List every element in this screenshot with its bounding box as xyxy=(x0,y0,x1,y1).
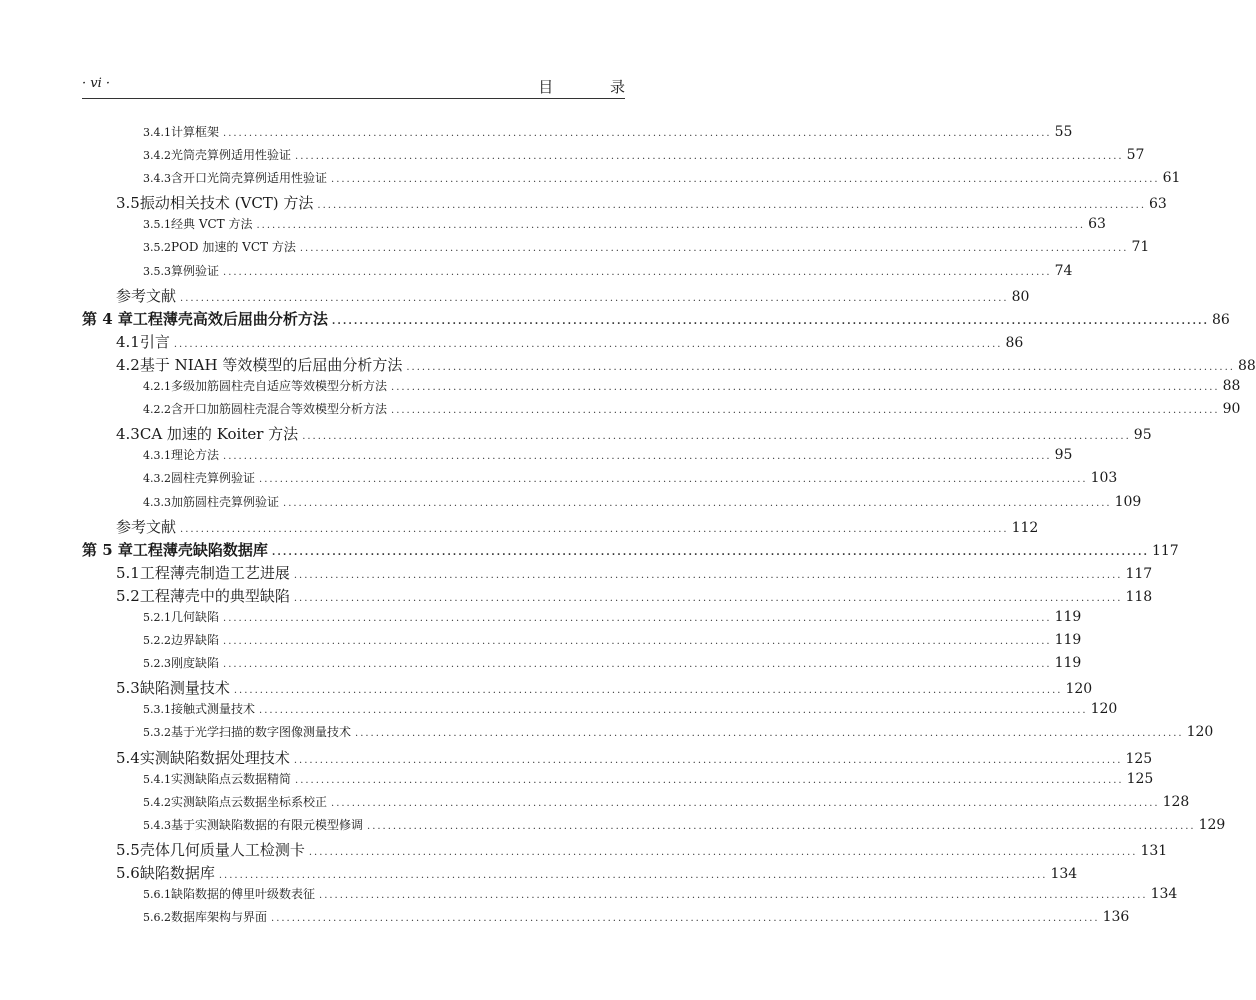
toc-leader-dots: ................................................................................................................................................................ xyxy=(180,292,1009,304)
toc-entry-chap xyxy=(82,308,1230,331)
toc-entry-title: 几何缺陷 xyxy=(171,609,220,624)
toc-entry-page: 117 xyxy=(1151,542,1179,559)
toc-entry-sub xyxy=(82,608,1082,631)
toc-entry-sub xyxy=(82,238,1150,261)
toc-entry-page: 120 xyxy=(1186,724,1214,741)
toc-entry-title: 基于 NIAH 等效模型的后屈曲分析方法 xyxy=(139,355,403,374)
toc-entry-number: 5.6.2 xyxy=(143,911,171,925)
toc-entry-sub xyxy=(82,169,1181,192)
toc-entry-page: 136 xyxy=(1102,909,1130,926)
toc-entry-sub xyxy=(82,770,1154,793)
toc-entry-number: 4.3 xyxy=(116,425,140,444)
toc-entry-number: 4.3.1 xyxy=(143,449,171,463)
toc-entry-number: 5.6.1 xyxy=(143,888,171,902)
toc-entry-page: 63 xyxy=(1149,196,1167,213)
toc-entry-number: 第 4 章 xyxy=(82,309,133,328)
toc-leader-dots: ................................................................................................................................................................ xyxy=(308,846,1138,858)
toc-entry-number: 5.4.2 xyxy=(143,795,171,809)
toc-entry-title: 含开口光筒壳算例适用性验证 xyxy=(171,171,328,186)
page-header xyxy=(82,76,651,96)
toc-entry-title: 基于光学扫描的数字图像测量技术 xyxy=(171,725,352,740)
toc-entry-page: 95 xyxy=(1133,427,1152,444)
toc-entry-page: 109 xyxy=(1114,493,1142,510)
toc-leader-dots: ................................................................................................................................................................ xyxy=(295,151,1124,163)
toc-entry-title: 接触式测量技术 xyxy=(171,702,256,717)
toc-entry-number: 3.4.3 xyxy=(143,172,171,186)
toc-entry-sub xyxy=(82,816,1226,839)
toc-entry-page: 88 xyxy=(1237,357,1256,374)
toc-entry-number: 5.4.3 xyxy=(143,818,171,832)
toc-entry-sub xyxy=(82,493,1142,516)
toc-entry-sub xyxy=(82,654,1082,677)
toc-entry-page: 86 xyxy=(1005,334,1024,351)
toc-leader-dots: ................................................................................................................................................................ xyxy=(317,200,1147,212)
toc-entry-page: 71 xyxy=(1131,239,1150,256)
toc-entry-page: 90 xyxy=(1222,401,1241,418)
toc-entry-number: 5.2.1 xyxy=(143,610,171,624)
toc-entry-sec xyxy=(82,862,1078,885)
toc-leader-dots: ................................................................................................................................................................ xyxy=(223,659,1052,671)
toc-entry-title: 振动相关技术 (VCT) 方法 xyxy=(139,194,314,213)
toc-entry-page: 103 xyxy=(1090,470,1118,487)
toc-entry-page: 119 xyxy=(1054,632,1082,649)
toc-entry-page: 112 xyxy=(1011,519,1039,536)
toc-leader-dots: ................................................................................................................................................................ xyxy=(223,451,1052,463)
toc-leader-dots: ................................................................................................................................................................ xyxy=(331,315,1209,327)
toc-entry-sub xyxy=(82,262,1073,285)
toc-entry-title: 参考文献 xyxy=(116,286,177,305)
toc-entry-sec xyxy=(82,747,1153,770)
toc-entry-number: 5.1 xyxy=(116,563,140,582)
toc-leader-dots: ................................................................................................................................................................ xyxy=(173,338,1003,350)
toc-entry-page: 86 xyxy=(1211,311,1230,328)
toc-entry-number: 4.2.2 xyxy=(143,403,171,417)
toc-entry-sub xyxy=(82,446,1073,469)
toc-leader-dots: ................................................................................................................................................................ xyxy=(223,266,1052,278)
toc-entry-sec xyxy=(82,331,1024,354)
toc-entry-title: 经典 VCT 方法 xyxy=(171,217,253,232)
toc-leader-dots: ................................................................................................................................................................ xyxy=(256,220,1086,232)
toc-entry-page: 57 xyxy=(1126,147,1145,164)
toc-entry-sub xyxy=(82,146,1145,169)
toc-entry-title: 工程薄壳制造工艺进展 xyxy=(139,563,290,582)
toc-leader-dots: ................................................................................................................................................................ xyxy=(223,128,1052,139)
toc-entry-title: 刚度缺陷 xyxy=(171,656,220,671)
toc-leader-dots: ................................................................................................................................................................ xyxy=(319,890,1148,902)
toc-entry-sub xyxy=(82,469,1118,492)
toc-leader-dots: ................................................................................................................................................................ xyxy=(259,474,1088,486)
toc-leader-dots: ................................................................................................................................................................ xyxy=(331,797,1160,809)
toc-entry-page: 134 xyxy=(1050,866,1078,882)
toc-entry-title: POD 加速的 VCT 方法 xyxy=(171,240,296,255)
toc-entry-title: 光筒壳算例适用性验证 xyxy=(171,148,292,163)
toc-entry-page: 128 xyxy=(1162,793,1190,810)
toc-entry-title: 圆柱壳算例验证 xyxy=(171,471,256,486)
toc-leader-dots: ................................................................................................................................................................ xyxy=(180,523,1009,535)
toc-entry-title: 壳体几何质量人工检测卡 xyxy=(139,840,305,859)
toc-leader-dots: ................................................................................................................................................................ xyxy=(223,636,1052,648)
toc-entry-title: 加筋圆柱壳算例验证 xyxy=(171,494,280,509)
toc-entry-title: 基于实测缺陷数据的有限元模型修调 xyxy=(171,817,364,832)
toc-entry-title: 参考文献 xyxy=(116,517,177,536)
toc-entry-number: 4.3.3 xyxy=(143,495,171,509)
toc-entry-title: 多级加筋圆柱壳自适应等效模型分析方法 xyxy=(171,379,388,394)
toc-entry-sub xyxy=(82,400,1241,423)
toc-entry-number: 4.1 xyxy=(116,332,140,351)
toc-entry-title: CA 加速的 Koiter 方法 xyxy=(139,425,299,444)
toc-entry-page: 120 xyxy=(1065,681,1093,698)
toc-entry-number: 4.2.1 xyxy=(143,380,171,394)
toc-entry-number: 4.3.2 xyxy=(143,472,171,486)
toc-entry-page: 131 xyxy=(1140,842,1168,859)
toc-entry-number: 5.4.1 xyxy=(143,772,171,786)
toc-leader-dots: ................................................................................................................................................................ xyxy=(302,431,1131,443)
toc-entry-number: 5.4 xyxy=(116,748,140,767)
toc-leader-dots: ................................................................................................................................................................ xyxy=(299,243,1129,255)
toc-leader-dots: ................................................................................................................................................................ xyxy=(391,405,1220,417)
toc-entry-title: 缺陷数据的傅里叶级数表征 xyxy=(171,887,316,902)
toc-entry-page: 119 xyxy=(1054,608,1082,625)
page-number: · vi · xyxy=(82,76,111,91)
toc-entry-page: 63 xyxy=(1088,216,1106,233)
toc-entry-sec xyxy=(82,354,1256,377)
toc-entry-title: 实测缺陷点云数据坐标系校正 xyxy=(171,794,328,809)
toc-entry-number: 5.5 xyxy=(116,840,140,859)
toc-leader-dots: ................................................................................................................................................................ xyxy=(271,546,1149,558)
toc-entry-number: 5.2.3 xyxy=(143,657,171,671)
table-of-contents xyxy=(82,123,1256,931)
toc-entry-title: 理论方法 xyxy=(171,448,220,463)
toc-entry-number: 4.2 xyxy=(116,355,140,374)
toc-entry-sub xyxy=(82,723,1214,746)
toc-entry-sec xyxy=(82,562,1153,585)
toc-entry-ref xyxy=(82,516,1039,539)
toc-entry-number: 3.5.2 xyxy=(143,241,171,255)
toc-entry-title: 计算框架 xyxy=(171,125,220,139)
toc-entry-page: 118 xyxy=(1125,588,1153,605)
toc-entry-sub xyxy=(82,377,1241,400)
toc-entry-number: 3.5 xyxy=(116,194,140,213)
toc-entry-chap xyxy=(82,539,1179,562)
toc-entry-sub xyxy=(82,631,1082,654)
toc-leader-dots: ................................................................................................................................................................ xyxy=(283,497,1112,509)
toc-entry-number: 5.2 xyxy=(116,586,140,605)
toc-entry-title: 实测缺陷数据处理技术 xyxy=(139,748,290,767)
toc-entry-title: 引言 xyxy=(139,332,170,351)
toc-entry-sub xyxy=(82,885,1178,908)
toc-entry-number: 3.5.1 xyxy=(143,218,171,232)
toc-entry-number: 第 5 章 xyxy=(82,540,133,559)
toc-entry-sec xyxy=(82,192,1167,215)
toc-entry-number: 3.4.1 xyxy=(143,126,171,139)
toc-leader-dots: ................................................................................................................................................................ xyxy=(218,870,1048,881)
toc-entry-title: 含开口加筋圆柱壳混合等效模型分析方法 xyxy=(171,402,388,417)
toc-entry-title: 缺陷数据库 xyxy=(139,864,215,882)
toc-entry-page: 129 xyxy=(1198,816,1226,833)
toc-leader-dots: ................................................................................................................................................................ xyxy=(271,913,1100,925)
toc-entry-number: 5.3.1 xyxy=(143,703,171,717)
toc-entry-page: 134 xyxy=(1150,886,1178,903)
toc-entry-title: 算例验证 xyxy=(171,263,220,278)
toc-leader-dots: ................................................................................................................................................................ xyxy=(367,820,1196,832)
toc-entry-sec xyxy=(82,677,1093,700)
toc-entry-sub xyxy=(82,700,1118,723)
toc-entry-title: 工程薄壳高效后屈曲分析方法 xyxy=(132,309,328,328)
toc-entry-page: 119 xyxy=(1054,655,1082,672)
toc-entry-page: 125 xyxy=(1125,750,1153,767)
toc-entry-title: 边界缺陷 xyxy=(171,633,220,648)
toc-entry-title: 实测缺陷点云数据精简 xyxy=(171,771,292,786)
toc-leader-dots: ................................................................................................................................................................ xyxy=(259,705,1088,717)
toc-entry-number: 5.2.2 xyxy=(143,634,171,648)
toc-entry-page: 74 xyxy=(1054,262,1073,279)
toc-entry-sec xyxy=(82,585,1153,608)
toc-entry-number: 3.4.2 xyxy=(143,149,171,163)
toc-leader-dots: ................................................................................................................................................................ xyxy=(406,361,1235,373)
toc-entry-number: 5.6 xyxy=(116,864,140,882)
toc-entry-number: 3.5.3 xyxy=(143,264,171,278)
toc-entry-number: 5.3.2 xyxy=(143,726,171,740)
toc-entry-title: 工程薄壳中的典型缺陷 xyxy=(139,586,290,605)
toc-entry-sec xyxy=(82,423,1152,446)
header-title: 目 录 xyxy=(538,78,651,96)
toc-entry-number: 5.3 xyxy=(116,679,140,698)
toc-entry-sub xyxy=(82,123,1073,146)
toc-entry-title: 缺陷测量技术 xyxy=(139,679,230,698)
toc-leader-dots: ................................................................................................................................................................ xyxy=(233,685,1063,697)
toc-leader-dots: ................................................................................................................................................................ xyxy=(355,728,1184,740)
toc-entry-page: 125 xyxy=(1126,770,1154,787)
toc-leader-dots: ................................................................................................................................................................ xyxy=(293,592,1123,604)
toc-entry-title: 数据库架构与界面 xyxy=(171,910,268,925)
toc-leader-dots: ................................................................................................................................................................ xyxy=(223,612,1052,624)
toc-entry-page: 95 xyxy=(1054,447,1073,464)
toc-entry-sub xyxy=(82,908,1130,931)
toc-entry-title: 工程薄壳缺陷数据库 xyxy=(132,540,268,559)
toc-entry-page: 55 xyxy=(1054,124,1073,140)
toc-leader-dots: ................................................................................................................................................................ xyxy=(293,754,1123,766)
toc-leader-dots: ................................................................................................................................................................ xyxy=(293,569,1123,581)
toc-entry-ref xyxy=(82,285,1030,308)
toc-leader-dots: ................................................................................................................................................................ xyxy=(331,174,1160,186)
toc-entry-page: 117 xyxy=(1125,565,1153,582)
toc-entry-sec xyxy=(82,839,1168,862)
toc-entry-page: 88 xyxy=(1222,378,1241,395)
header-rule xyxy=(82,98,625,99)
toc-entry-sub xyxy=(82,215,1106,238)
toc-entry-page: 120 xyxy=(1090,701,1118,718)
toc-leader-dots: ................................................................................................................................................................ xyxy=(295,774,1124,786)
toc-entry-page: 61 xyxy=(1162,170,1181,187)
toc-leader-dots: ................................................................................................................................................................ xyxy=(391,382,1220,394)
toc-entry-sub xyxy=(82,793,1190,816)
toc-entry-page: 80 xyxy=(1011,288,1030,305)
